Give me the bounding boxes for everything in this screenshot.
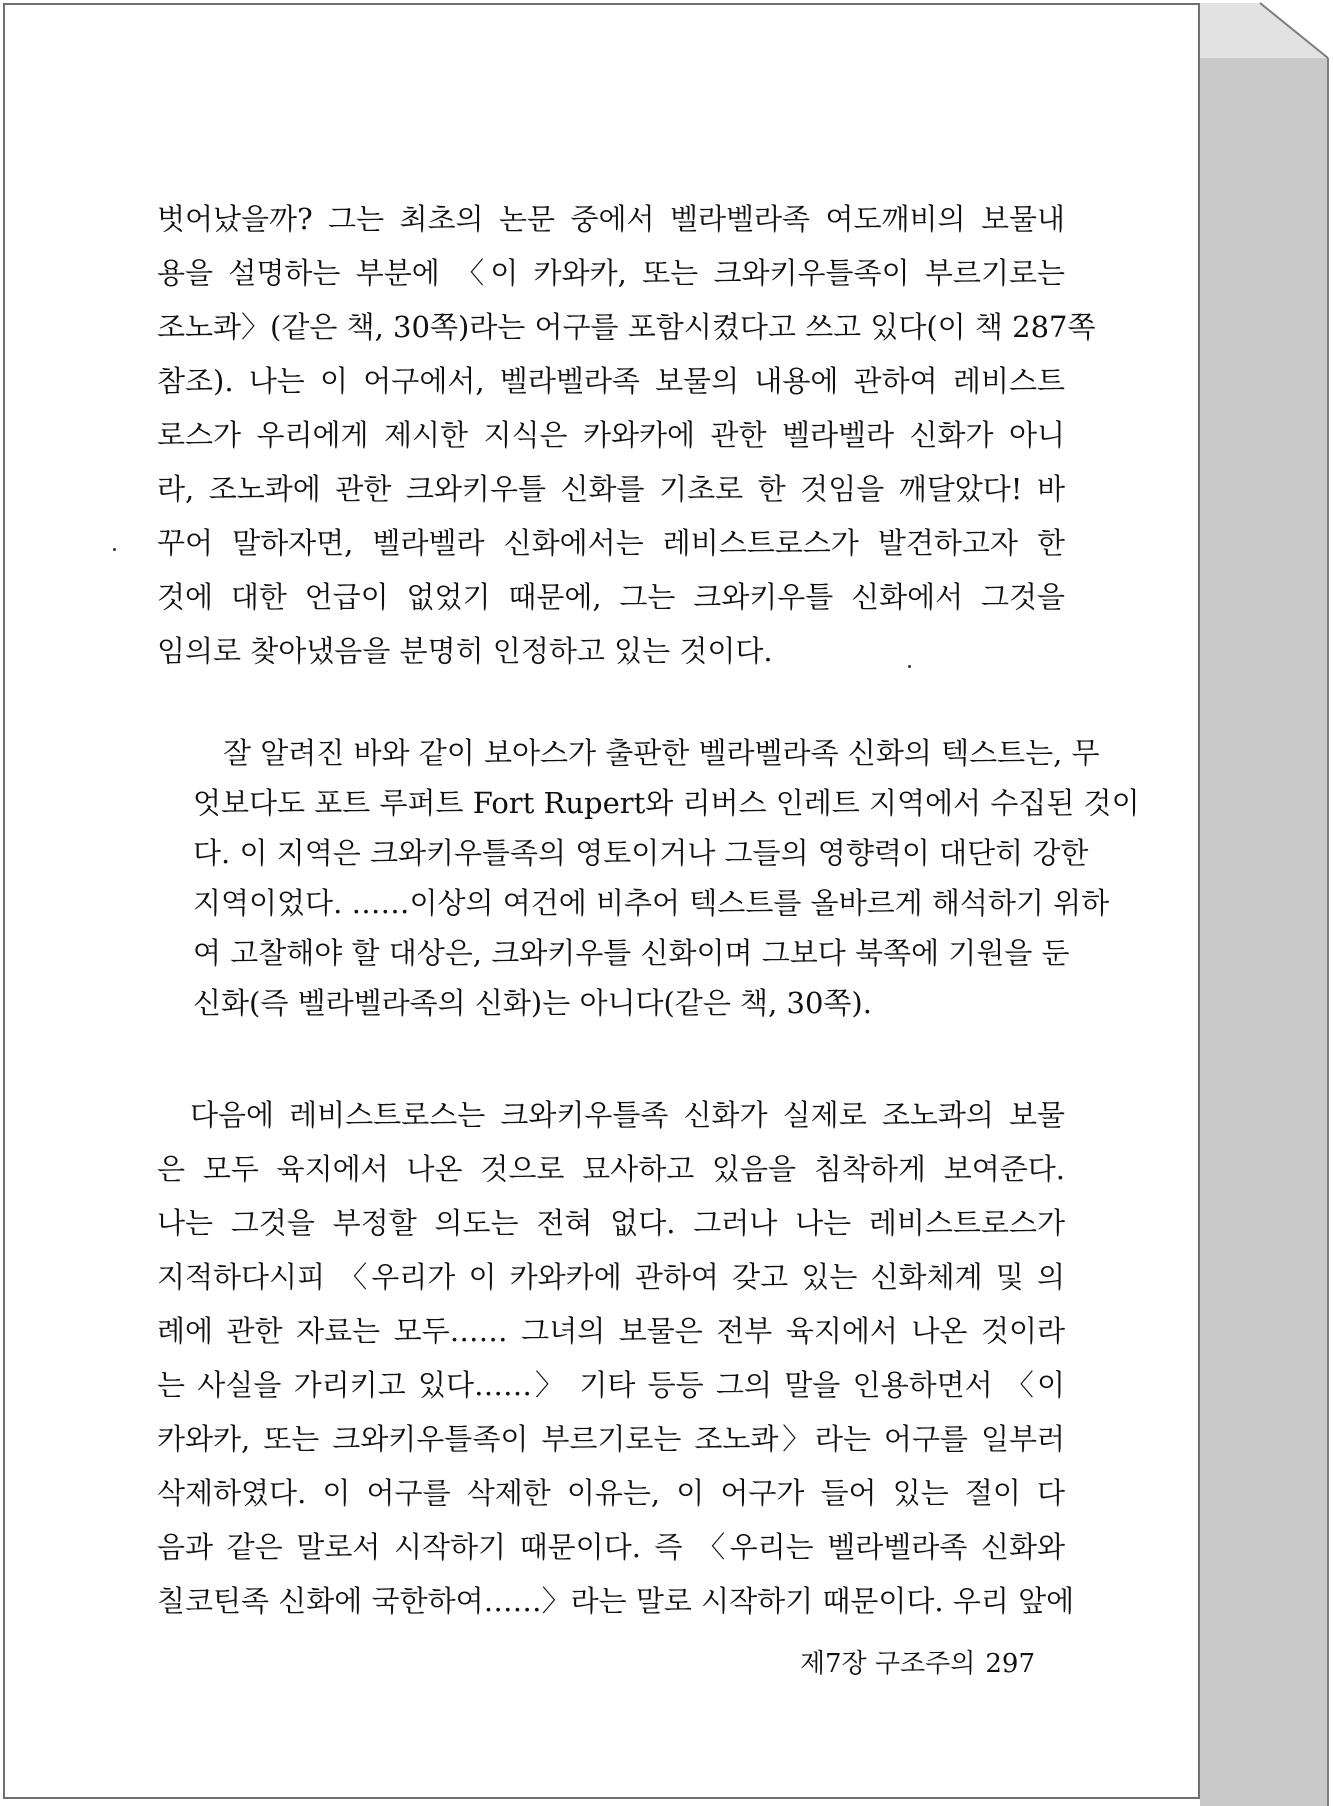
scan-speck — [113, 548, 116, 551]
quote-line: 잘 알려진 바와 같이 보아스가 출판한 벨라벨라족 신화의 텍스트는, 무 — [223, 736, 1100, 770]
spine-face — [1200, 3, 1328, 1806]
text-line: 벗어났을까? 그는 최초의 논문 중에서 벨라벨라족 여도깨비의 보물내 — [157, 202, 1065, 236]
quote-line: 지역이었다. ……이상의 여건에 비추어 텍스트를 올바르게 해석하기 위하 — [193, 886, 1110, 920]
book-page — [3, 3, 1200, 1799]
text-line: 임의로 찾아냈음을 분명히 인정하고 있는 것이다. — [157, 634, 773, 668]
quote-line: 다. 이 지역은 크와키우틀족의 영토이거나 그들의 영향력이 대단히 강한 — [193, 836, 1089, 870]
scan-speck — [908, 665, 911, 668]
book-spine-edge — [1200, 0, 1333, 1806]
text-line: 나는 그것을 부정할 의도는 전혀 없다. 그러나 나는 레비스트로스가 — [157, 1206, 1065, 1240]
running-head: 제7장 구조주의 — [799, 1649, 976, 1679]
text-line: 것에 대한 언급이 없었기 때문에, 그는 크와키우틀 신화에서 그것을 — [157, 580, 1065, 614]
text-line: 카와카, 또는 크와키우틀족이 부르기로는 조노콰〉라는 어구를 일부러 — [157, 1422, 1065, 1456]
text-line: 로스가 우리에게 제시한 지식은 카와카에 관한 벨라벨라 신화가 아니 — [157, 418, 1065, 452]
text-line: 삭제하였다. 이 어구를 삭제한 이유는, 이 어구가 들어 있는 절이 다 — [157, 1476, 1065, 1510]
text-line: 는 사실을 가리키고 있다……〉 기타 등등 그의 말을 인용하면서 〈이 — [157, 1368, 1065, 1402]
page-footer — [785, 1643, 1035, 1680]
quote-line: 여 고찰해야 할 대상은, 크와키우틀 신화이며 그보다 북쪽에 기원을 둔 — [193, 936, 1070, 970]
text-line: 라, 조노콰에 관한 크와키우틀 신화를 기초로 한 것임을 깨달았다! 바 — [157, 472, 1065, 506]
text-line: 은 모두 육지에서 나온 것으로 묘사하고 있음을 침착하게 보여준다. — [157, 1152, 1065, 1186]
text-line: 참조). 나는 이 어구에서, 벨라벨라족 보물의 내용에 관하여 레비스트 — [157, 364, 1065, 398]
page-number: 297 — [985, 1649, 1035, 1679]
text-line: 음과 같은 말로서 시작하기 때문이다. 즉 〈우리는 벨라벨라족 신화와 — [157, 1530, 1065, 1564]
text-line: 례에 관한 자료는 모두…… 그녀의 보물은 전부 육지에서 나온 것이라 — [157, 1314, 1065, 1348]
quote-line: 신화(즉 벨라벨라족의 신화)는 아니다(같은 책, 30쪽). — [193, 986, 872, 1020]
spine-top — [1200, 3, 1328, 58]
text-line: 조노콰〉(같은 책, 30쪽)라는 어구를 포함시켰다고 쓰고 있다(이 책 287쪽 — [157, 310, 1096, 344]
text-line: 다음에 레비스트로스는 크와키우틀족 신화가 실제로 조노콰의 보물 — [190, 1098, 1065, 1132]
text-line: 용을 설명하는 부분에 〈이 카와카, 또는 크와키우틀족이 부르기로는 — [157, 256, 1065, 290]
text-line: 칠코틴족 신화에 국한하여……〉라는 말로 시작하기 때문이다. 우리 앞에 — [157, 1584, 1075, 1618]
text-line: 지적하다시피 〈우리가 이 카와카에 관하여 갖고 있는 신화체계 및 의 — [157, 1260, 1065, 1294]
quote-line: 엇보다도 포트 루퍼트 Fort Rupert와 리버스 인레트 지역에서 수집된 것이 — [193, 786, 1140, 820]
text-line: 꾸어 말하자면, 벨라벨라 신화에서는 레비스트로스가 발견하고자 한 — [157, 526, 1065, 560]
